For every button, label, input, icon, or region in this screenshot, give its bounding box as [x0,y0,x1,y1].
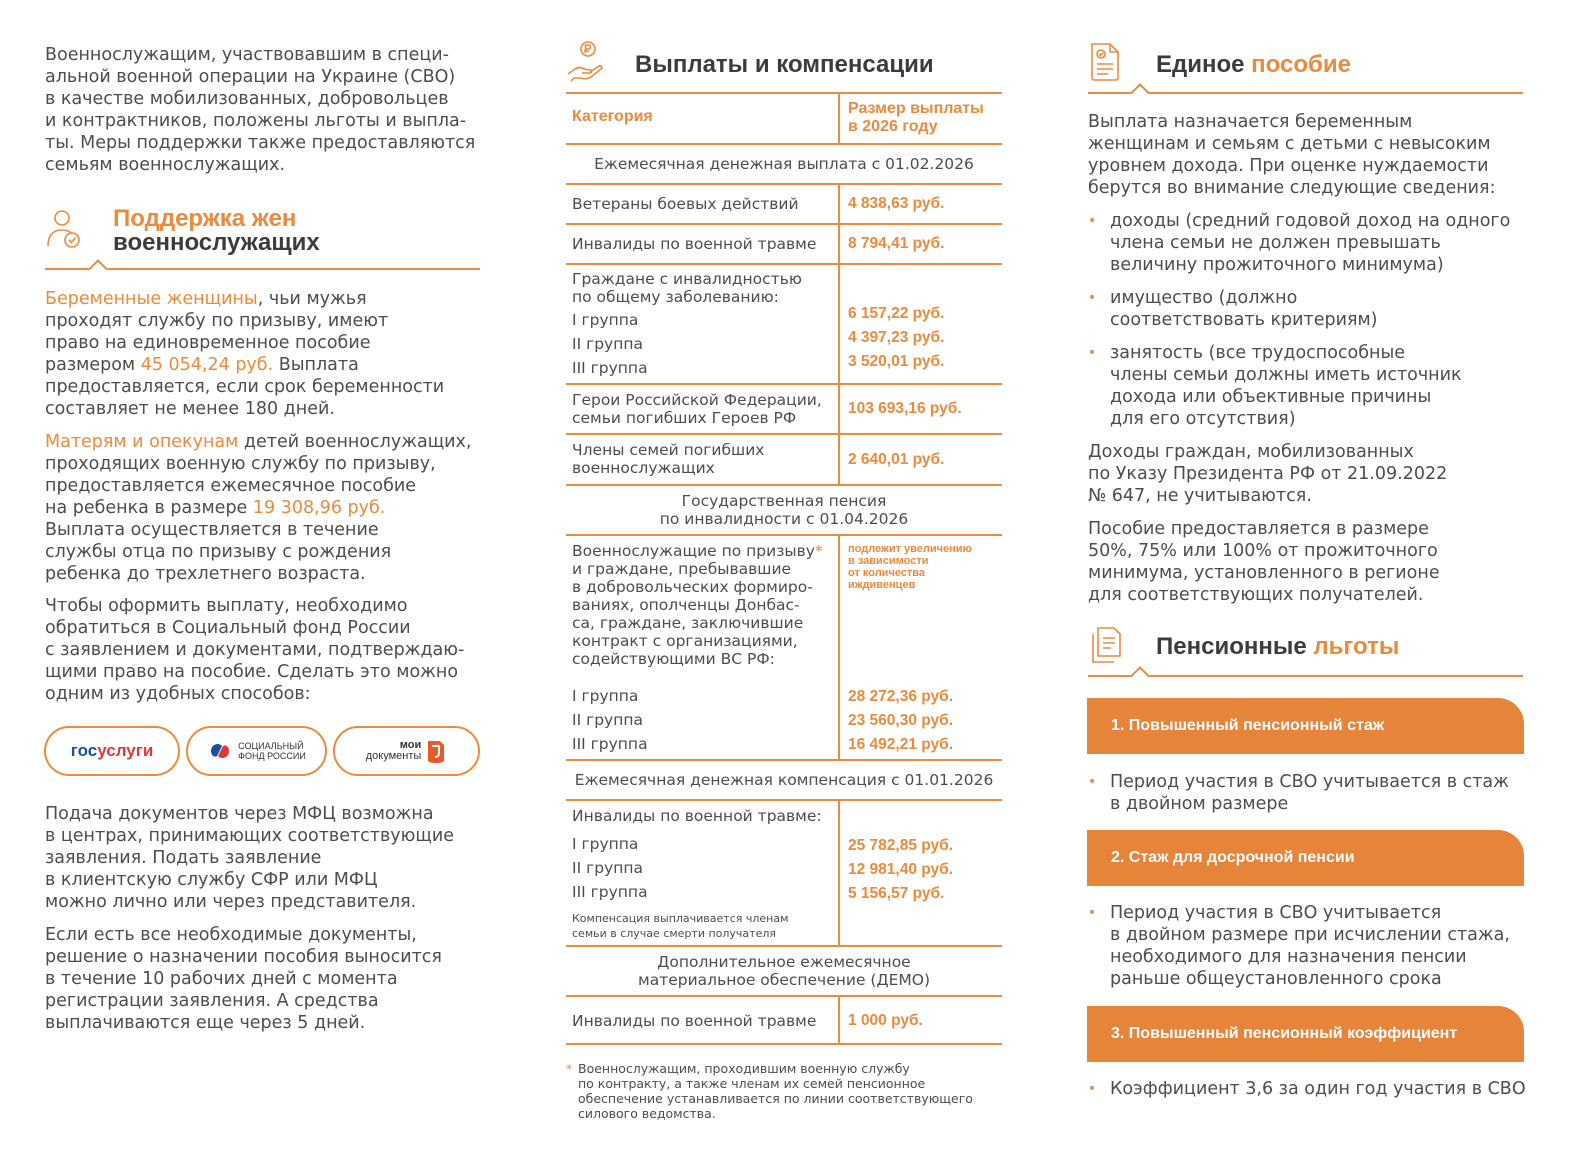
group-label: II группа [572,335,643,353]
text-line: семьи в случае смерти получателя [572,927,776,940]
table-row [566,225,1002,265]
text-line: Доходы граждан, мобилизованных [1088,442,1414,462]
text-line: в 2026 году [848,118,938,135]
amount-paragraph [1088,518,1528,606]
text-line: са, граждане, заключившие [572,614,804,632]
row-amount: 28 272,36 руб. [848,688,954,705]
column-separator [838,435,840,484]
text-line: предоставляется, если срок беременности [45,377,445,397]
text-line: для его отсутствия) [1110,409,1296,429]
footnote-marker: * [814,542,823,560]
pregnant-paragraph [45,288,485,420]
moi-dokumenty-emblem-icon [425,738,447,764]
text-line: с заявлением и документами, подтверждаю- [45,640,465,660]
row-amount: 8 794,41 руб. [848,235,945,252]
row-category: Инвалиды по военной травме [572,1012,817,1030]
logo-text: СОЦИАЛЬНЫЙ [238,741,304,751]
logo-text: гос [70,741,98,760]
group-label: III группа [572,883,648,901]
unified-intro [1088,111,1528,199]
text-line: в двойном размере [1110,794,1289,814]
title-line-orange: Поддержка жен [113,205,297,232]
text-line: для соответствующих получателей. [1088,585,1424,605]
table-row [566,801,1002,947]
document-check-icon [1088,42,1122,86]
text-line: обратиться в Социальный фонд России [45,618,411,638]
sfr-logo[interactable] [186,726,327,776]
section-label: Ежемесячная денежная выплата с 01.02.2026 [594,155,974,173]
text-line: заявления. Подать заявление [45,848,322,868]
text-line: выплачиваются еще через 5 дней. [45,1013,366,1033]
text-line: службы отца по призыву с рождения [45,542,392,562]
row-category: Инвалиды по военной травме [572,235,817,253]
text-line: по общему заболеванию: [572,288,779,306]
divider [1088,92,1523,94]
row-category [572,807,822,941]
text-line: необходимого для назначения пенсии [1110,947,1467,967]
text: детей военнослужащих, [238,432,472,452]
amount: 19 308,96 руб. [252,498,386,518]
row-amount: 2 640,01 руб. [848,451,945,468]
section-title-unified [1156,53,1351,77]
text-line: Период участия в СВО учитывается [1110,903,1442,923]
row-amount: 5 156,57 руб. [848,885,945,902]
sfr-emblem-icon [207,740,233,762]
text-line [45,497,485,519]
list-item [1088,287,1378,331]
header-category: Категория [572,108,653,125]
text-line: составляет не менее 180 дней. [45,399,335,419]
text: размером [45,355,141,375]
text-line: Выплата осуществляется в течение [45,520,379,540]
text-line: Военнослужащим, проходившим военную службу [578,1061,910,1076]
bullet-icon: • [1088,213,1097,229]
row-category [572,441,764,477]
text-line: предоставляется ежемесячное пособие [45,476,417,496]
row-amount: 23 560,30 руб. [848,712,954,729]
row-amounts [848,685,953,757]
table-row [566,185,1002,225]
column-separator [838,92,840,143]
text-line: по контракту, а также членам их семей пенсионное [578,1076,926,1091]
group-label: II группа [572,711,643,729]
row-amount: 16 492,21 руб. [848,736,954,753]
table-section-row [566,761,1002,801]
text-line: Пособие предоставляется в размере [1088,519,1429,539]
text-line: уровнем дохода. При оценке нуждаемости [1088,156,1489,176]
decision-paragraph [45,924,485,1034]
text-line: силового ведомства. [578,1106,716,1121]
table-row [566,536,1002,761]
text: , чьи мужья [257,289,367,309]
text-line: по инвалидности с 01.04.2026 [659,510,909,528]
group-label: I группа [572,311,639,329]
divider-notch [1130,83,1150,103]
text-line: регистрации заявления. А средства [45,991,379,1011]
row-amount: 6 157,22 руб. [848,305,945,322]
text-line: семьям военнослужащих. [45,155,286,175]
bullet-icon: • [1088,1081,1097,1097]
text-line: в двойном размере при исчислении стажа, [1110,925,1510,945]
group-label: I группа [572,835,639,853]
mfc-paragraph [45,803,485,913]
logo-text: услуги [97,741,154,760]
list-item [1088,1078,1526,1100]
documents-icon [1090,626,1126,670]
text-line [45,431,485,453]
table-section-row [566,486,1002,536]
text-line: Чтобы оформить выплату, необходимо [45,596,408,616]
column-separator [838,801,840,945]
highlight: Беременные женщины [45,289,258,309]
table-row [566,265,1002,385]
row-amounts [848,302,944,374]
pension-benefit-header-2: 2. Стаж для досрочной пенсии [1087,830,1524,886]
bullet-icon: • [1088,905,1097,921]
moi-dokumenty-logo[interactable] [333,726,480,776]
text-line: право на единовременное пособие [45,333,371,353]
text-line: и контрактников, положены льготы и выпла- [45,111,467,131]
text-line: по Указу Президента РФ от 21.09.2022 [1088,464,1448,484]
divider [1088,675,1523,677]
row-category [572,542,823,756]
row-amounts [848,834,953,906]
column-separator [838,997,840,1043]
text-line [45,288,485,310]
section-label [566,953,1002,989]
footnote [566,1061,973,1121]
text-line: женщинам и семьям с детьми с невысоким [1088,134,1491,154]
list-item [1088,210,1511,276]
text-line [572,542,823,560]
amount: 45 054,24 руб. [140,355,274,375]
text-line: ребенка до трехлетнего возраста. [45,564,366,584]
person-support-icon [44,208,84,254]
divider-notch [1130,666,1150,686]
text-line: члена семьи не должен превышать [1110,233,1441,253]
table-header-row [566,92,1002,145]
list-item [1088,342,1462,430]
mothers-paragraph [45,431,485,585]
divider [45,268,480,270]
increase-note [848,543,972,591]
text-line: можно лично или через представителя. [45,892,417,912]
section-title-payments: Выплаты и компенсации [635,51,934,78]
text-line: величину прожиточного минимума) [1110,255,1444,275]
text: Выплата [273,355,359,375]
text-line: одним из удобных способов: [45,684,311,704]
group-label: II группа [572,859,643,877]
table-section-row [566,947,1002,997]
row-category [572,391,822,427]
column-separator [838,265,840,383]
column-separator [838,225,840,263]
table-row [566,385,1002,435]
text: на ребенка в размере [45,498,253,518]
text-line: Граждане с инвалидностью [572,270,802,288]
text-line: подлежит увеличению [848,543,972,555]
text-line: в центрах, принимающих соответствующие [45,826,455,846]
pension-benefit-header-3: 3. Повышенный пенсионный коэффициент [1087,1006,1524,1062]
text-line: ваниях, ополченцы Донбас- [572,596,800,614]
text-line: члены семьи должны иметь источник [1110,365,1462,385]
text-line: раньше общеустановленного срока [1110,969,1442,989]
title-orange: льготы [1313,633,1400,660]
text: Военнослужащие по призыву [572,542,815,560]
text-line: Выплата назначается беременным [1088,112,1413,132]
list-item [1088,771,1509,815]
logo-text: документы [365,750,422,762]
text-line: материальное обеспечение (ДЕМО) [638,971,930,989]
title-dark: Пенсионные [1156,633,1314,660]
logo-text: мои [399,739,422,751]
text-line: соответствовать критериям) [1110,310,1378,330]
text-line: и граждане, пребывавшие [572,560,792,578]
title-orange: пособие [1251,51,1351,78]
row-amount: 12 981,40 руб. [848,861,954,878]
section-title-support [113,207,320,255]
text-line: альной военной операции на Украине (СВО) [45,67,456,87]
row-amount: 25 782,85 руб. [848,837,954,854]
logo-text: ФОНД РОССИИ [238,751,306,761]
text-line: контракт с организациями, [572,632,798,650]
text-line: минимума, установленного в регионе [1088,563,1440,583]
text-line: содействующими ВС РФ: [572,650,775,668]
section-title-pension [1156,635,1399,659]
text-line: в течение 10 рабочих дней с момента [45,969,398,989]
text-line: Подача документов через МФЦ возможна [45,804,434,824]
pension-benefit-header-1: 1. Повышенный пенсионный стаж [1087,698,1524,754]
text-line: берутся во внимание следующие сведения: [1088,178,1496,198]
text-line: Период участия в СВО учитывается в стаж [1110,772,1509,792]
text-line: Военнослужащим, участвовавшим в специ- [45,45,449,65]
row-amount: 1 000 руб. [848,1012,923,1029]
text-line: в клиентскую службу СФР или МФЦ [45,870,378,890]
text-line: ты. Меры поддержки также предоставляются [45,133,476,153]
table-row [566,997,1002,1045]
text-line: в добровольческих формиро- [572,578,813,596]
text-line: решение о назначении пособия выносится [45,947,442,967]
bullet-icon: • [1088,345,1097,361]
mobilized-income-paragraph [1088,441,1528,507]
bullet-icon: • [1088,774,1097,790]
table-section-row [566,145,1002,185]
list-item [1088,902,1510,990]
how-to-apply-paragraph [45,595,485,705]
text-line: Дополнительное ежемесячное [657,953,911,971]
text-line: доходы (средний годовой доход на одного [1110,211,1511,231]
text-line: 50%, 75% или 100% от прожиточного [1088,541,1438,561]
text-line: Размер выплаты [848,100,984,117]
divider-notch [88,259,108,279]
intro-paragraph [45,44,485,176]
row-amount: 4 838,63 руб. [848,195,945,212]
text-line: Члены семей погибших [572,441,765,459]
text-line: занятость (все трудоспособные [1110,343,1406,363]
gosuslugi-logo[interactable] [44,726,180,776]
footnote-marker: * [566,1061,573,1076]
row-amount: 4 397,23 руб. [848,329,945,346]
text-line: Если есть все необходимые документы, [45,925,417,945]
title-line-dark: военнослужащих [113,229,320,256]
table-row [566,435,1002,486]
group-label: III группа [572,359,648,377]
column-separator [838,385,840,433]
text-line: Инвалиды по военной травме: [572,807,822,825]
highlight: Матерям и опекунам [45,432,239,452]
text-line: имущество (должно [1110,288,1298,308]
text-line: проходят службу по призыву, имеют [45,311,389,331]
text-line: Государственная пенсия [681,492,887,510]
header-amount [848,100,984,136]
section-label: Ежемесячная денежная компенсация с 01.01.2026 [574,771,994,789]
text-line: проходящих военную службу по призыву, [45,454,436,474]
text-line: № 647, не учитываются. [1088,486,1312,506]
row-amount: 103 693,16 руб. [848,400,962,417]
text-line [45,354,485,376]
payments-table [566,92,1002,1047]
text-line: щими право на пособие. Сделать это можно [45,662,459,682]
section-label [566,492,1002,528]
text-line: в зависимости [848,555,929,567]
text-line: в качестве мобилизованных, добровольцев [45,89,449,109]
text-line: от количества [848,567,926,579]
text-line: семьи погибших Героев РФ [572,409,797,427]
group-label: I группа [572,687,639,705]
title-dark: Единое [1156,51,1252,78]
text-line: Компенсация выплачивается членам [572,912,789,925]
row-amount: 3 520,01 руб. [848,353,945,370]
column-separator [838,185,840,223]
row-category [572,270,802,380]
row-category: Ветераны боевых действий [572,195,799,213]
text-line: Коэффициент 3,6 за один год участия в СВО [1110,1079,1526,1099]
text-line: Герои Российской Федерации, [572,391,822,409]
column-separator [838,536,840,759]
text-line: дохода или объективные причины [1110,387,1432,407]
bullet-icon: • [1088,290,1097,306]
group-label: III группа [572,735,648,753]
hand-coin-icon [566,40,606,88]
text-line: иждивенцев [848,579,916,591]
text-line: обеспечение устанавливается по линии соответствующего [578,1091,973,1106]
text-line: военнослужащих [572,459,715,477]
